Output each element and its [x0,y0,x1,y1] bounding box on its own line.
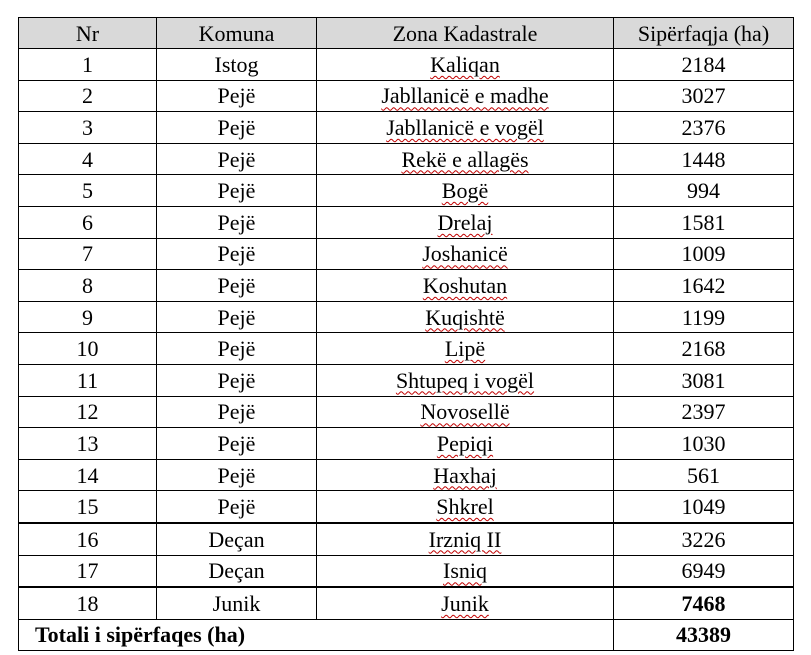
total-row [19,619,794,651]
cell-siperfaqja: 2397 [614,396,794,428]
zona-name-text: Joshanicë [422,241,508,267]
cell-komuna: Pejë [157,112,317,144]
cell-siperfaqja: 7468 [614,587,794,619]
cell-nr: 6 [19,206,157,238]
cell-zona-kadastrale [317,396,614,428]
cell-siperfaqja: 1448 [614,143,794,175]
cell-siperfaqja: 3081 [614,364,794,396]
table-row [19,238,794,270]
cell-komuna: Junik [157,587,317,619]
zona-name-text: Lipë [444,336,486,362]
cell-komuna: Deçan [157,523,317,555]
cell-nr: 15 [19,491,157,523]
cell-nr: 13 [19,428,157,460]
cell-komuna: Pejë [157,270,317,302]
cell-nr: 18 [19,587,157,619]
cell-zona-kadastrale [317,428,614,460]
cell-nr: 11 [19,364,157,396]
cell-siperfaqja: 2168 [614,333,794,365]
cell-nr: 14 [19,459,157,491]
cell-nr: 10 [19,333,157,365]
cell-zona-kadastrale [317,80,614,112]
table-row [19,523,794,555]
cell-zona-kadastrale [317,555,614,587]
zona-name-text: Rekë e allagës [401,146,529,172]
cell-komuna: Pejë [157,206,317,238]
zona-name-text: Haxhaj [433,462,497,488]
cell-siperfaqja: 3226 [614,523,794,555]
cell-nr: 3 [19,112,157,144]
total-label: Totali i sipërfaqes (ha) [19,619,614,651]
header-komuna: Komuna [157,18,317,49]
cell-zona-kadastrale [317,459,614,491]
cell-zona-kadastrale [317,491,614,523]
table-row [19,428,794,460]
cell-zona-kadastrale [317,587,614,619]
header-zona-kadastrale: Zona Kadastrale [317,18,614,49]
zona-name-text: Isniq [443,558,487,584]
table-row [19,459,794,491]
table-row [19,555,794,587]
cell-nr: 17 [19,555,157,587]
cell-zona-kadastrale [317,364,614,396]
cell-komuna: Istog [157,49,317,81]
zona-name-text: Bogë [441,178,489,204]
total-value: 43389 [614,619,794,651]
cell-nr: 4 [19,143,157,175]
cell-zona-kadastrale [317,49,614,81]
cell-siperfaqja: 3027 [614,80,794,112]
zona-name-text: Drelaj [437,209,493,235]
zona-name-text: Junik [441,590,489,616]
zona-name-text: Shkrel [436,494,494,520]
cell-zona-kadastrale [317,206,614,238]
table-row [19,333,794,365]
cell-siperfaqja: 6949 [614,555,794,587]
cell-komuna: Pejë [157,175,317,207]
table-header-row [19,18,794,49]
cell-nr: 8 [19,270,157,302]
cell-zona-kadastrale [317,175,614,207]
cell-komuna: Pejë [157,364,317,396]
header-siperfaqja: Sipërfaqja (ha) [614,18,794,49]
cell-zona-kadastrale [317,333,614,365]
zona-name-text: Jabllanicë e madhe [381,83,549,109]
zona-name-text: Kaliqan [430,51,500,77]
cell-nr: 2 [19,80,157,112]
cell-komuna: Pejë [157,143,317,175]
cell-siperfaqja: 1199 [614,301,794,333]
cell-nr: 7 [19,238,157,270]
cell-komuna: Pejë [157,80,317,112]
cadastral-zones-table [18,17,794,651]
cell-komuna: Deçan [157,555,317,587]
cell-nr: 1 [19,49,157,81]
zona-name-text: Pepiqi [436,430,494,456]
table-row [19,270,794,302]
cell-nr: 9 [19,301,157,333]
cell-nr: 12 [19,396,157,428]
table-row [19,587,794,619]
cell-zona-kadastrale [317,301,614,333]
cell-siperfaqja: 1642 [614,270,794,302]
zona-name-text: Jabllanicë e vogël [386,114,544,140]
cell-siperfaqja: 1009 [614,238,794,270]
zona-name-text: Novosellë [420,399,510,425]
table-row [19,206,794,238]
table-row [19,49,794,81]
cell-komuna: Pejë [157,459,317,491]
table-row [19,491,794,523]
cell-zona-kadastrale [317,523,614,555]
cell-komuna: Pejë [157,396,317,428]
cell-zona-kadastrale [317,270,614,302]
table-row [19,143,794,175]
cell-siperfaqja: 1581 [614,206,794,238]
table-row [19,175,794,207]
cell-siperfaqja: 561 [614,459,794,491]
zona-name-text: Irzniq II [428,526,502,552]
table-body [19,49,794,651]
zona-name-text: Koshutan [422,272,508,298]
table-row [19,80,794,112]
cell-komuna: Pejë [157,301,317,333]
cell-siperfaqja: 994 [614,175,794,207]
zona-name-text: Shtupeq i vogël [395,367,535,393]
cell-siperfaqja: 2376 [614,112,794,144]
cell-nr: 5 [19,175,157,207]
cell-nr: 16 [19,523,157,555]
cell-siperfaqja: 1030 [614,428,794,460]
cell-zona-kadastrale [317,143,614,175]
table-row [19,301,794,333]
cell-komuna: Pejë [157,333,317,365]
cell-komuna: Pejë [157,491,317,523]
table-row [19,396,794,428]
cell-siperfaqja: 1049 [614,491,794,523]
cell-komuna: Pejë [157,238,317,270]
zona-name-text: Kuqishtë [425,304,505,330]
table-row [19,112,794,144]
header-nr: Nr [19,18,157,49]
cell-komuna: Pejë [157,428,317,460]
cell-zona-kadastrale [317,112,614,144]
cell-siperfaqja: 2184 [614,49,794,81]
cell-zona-kadastrale [317,238,614,270]
table-row [19,364,794,396]
